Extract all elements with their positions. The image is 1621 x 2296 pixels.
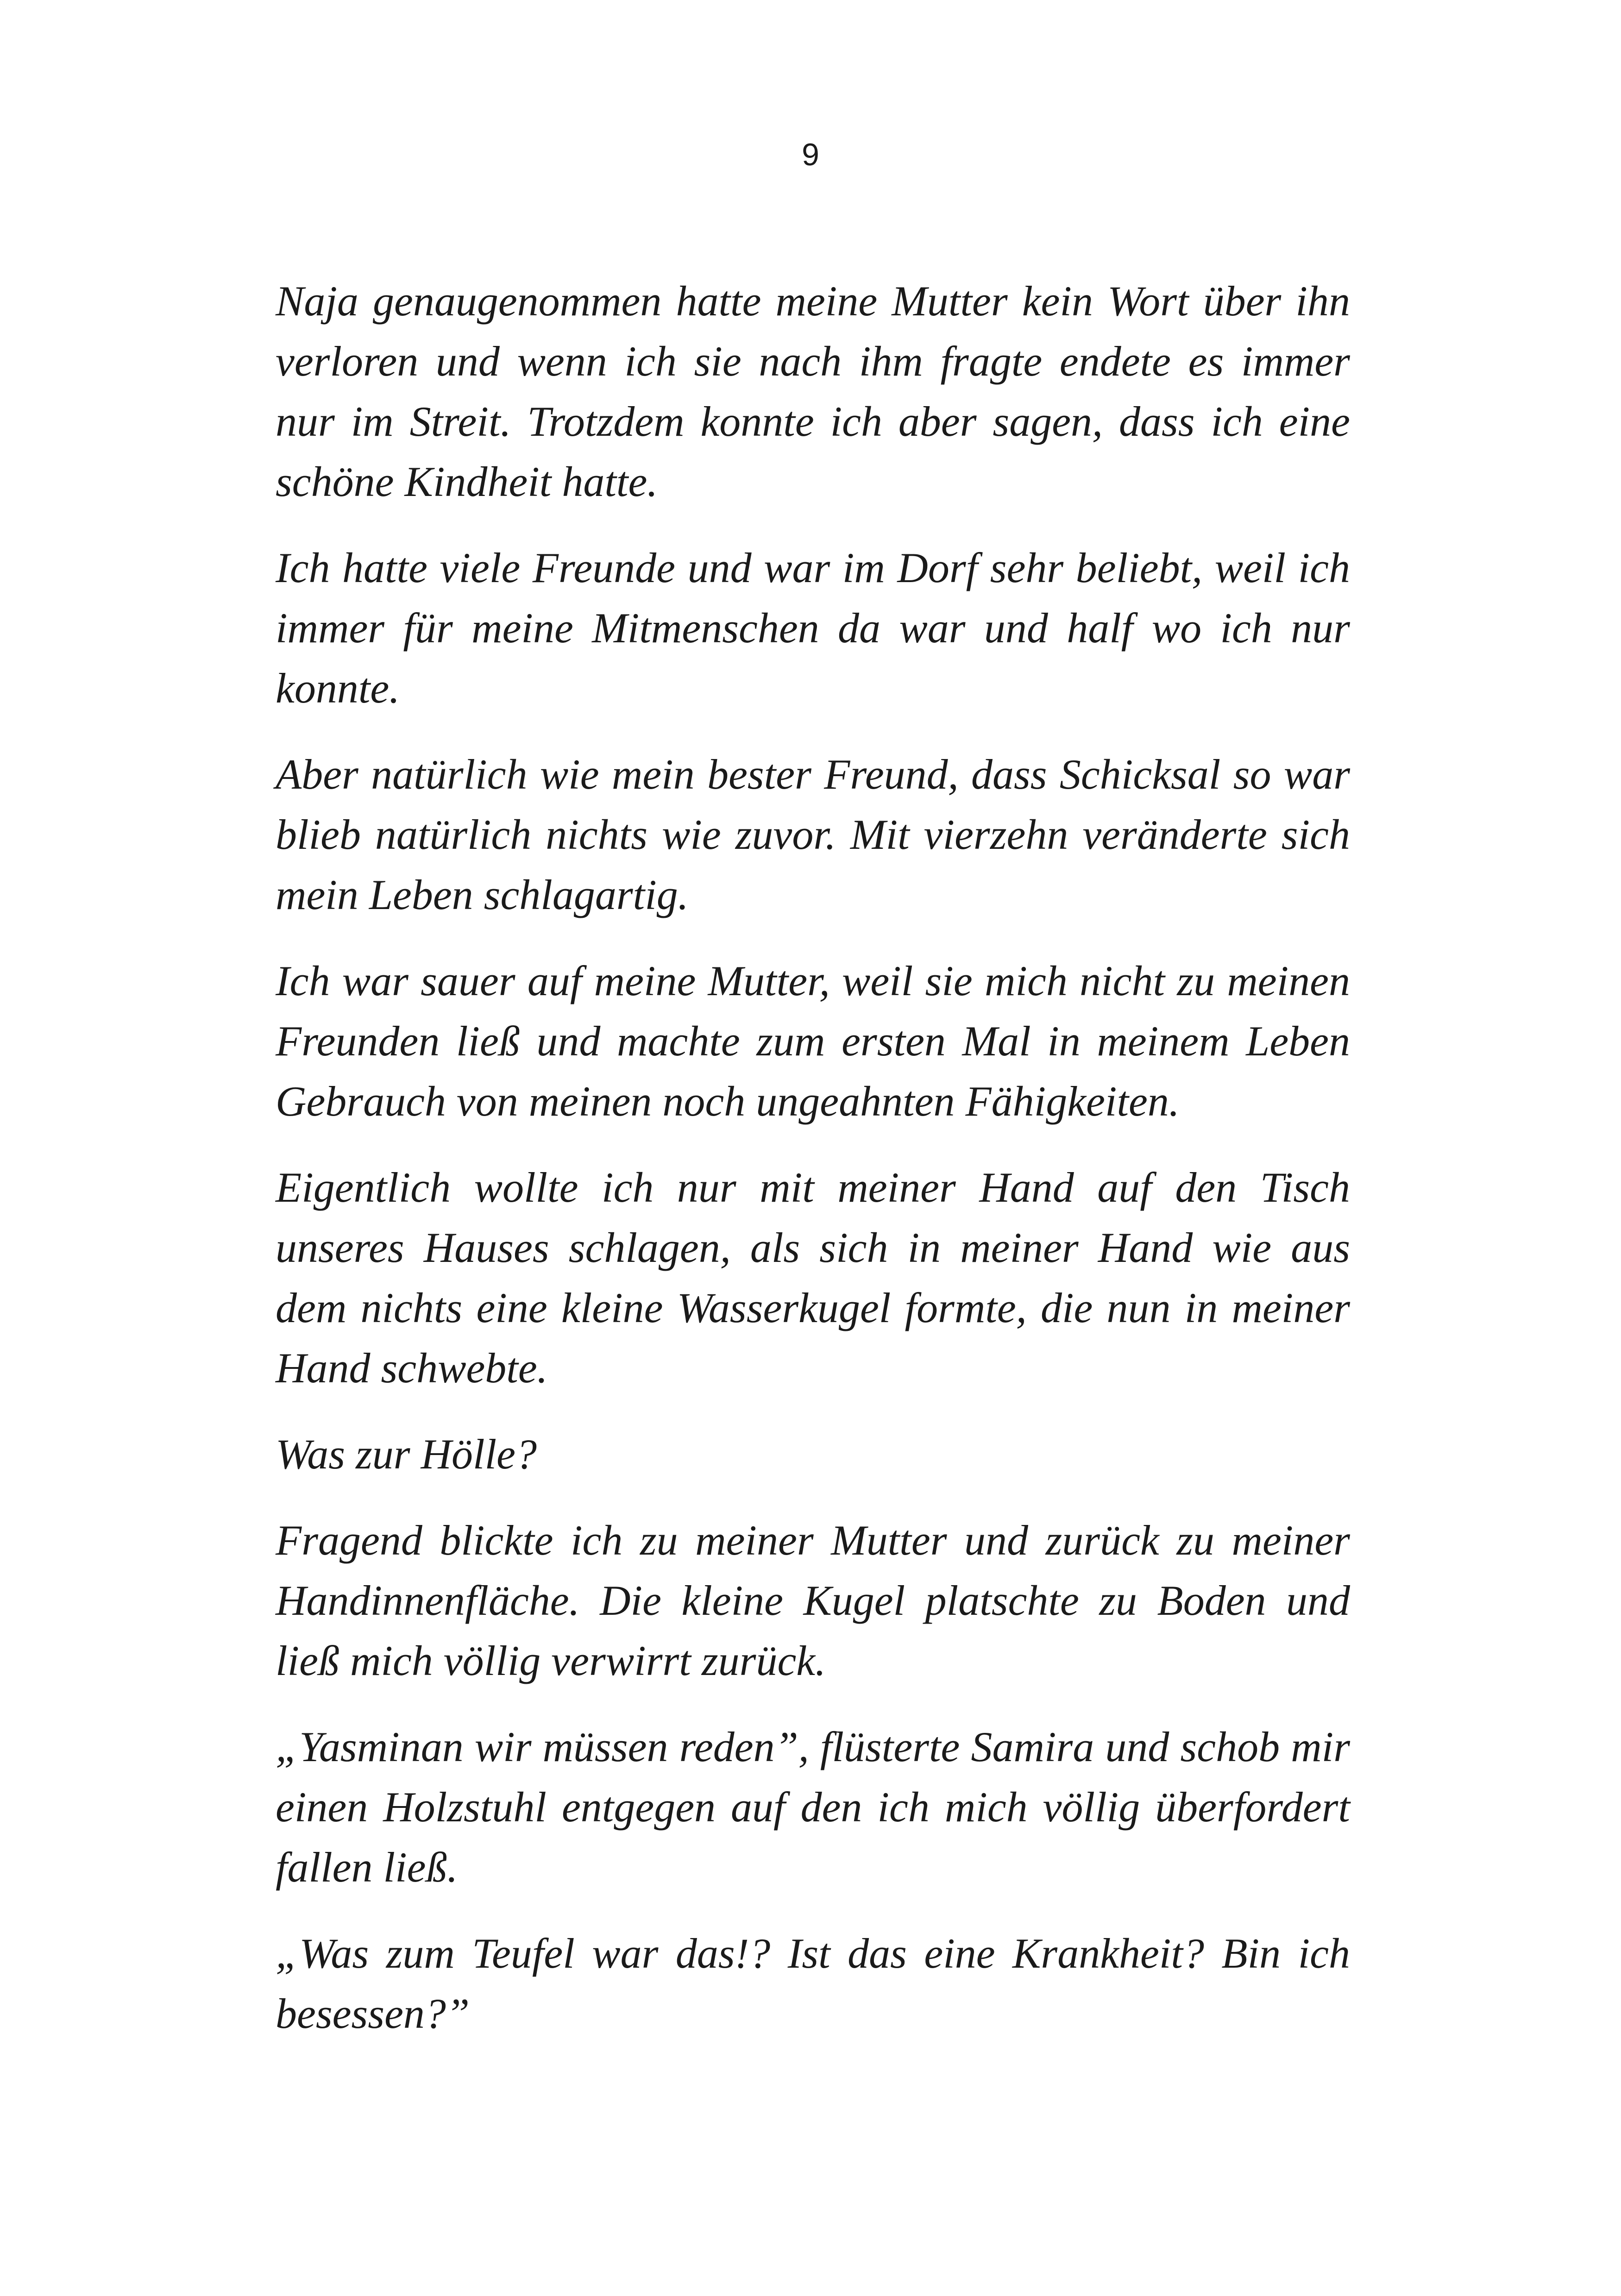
text-body: [276, 271, 1350, 2070]
paragraph: Naja genaugenommen hatte meine Mutter kein Wort über ihn verloren und wenn ich sie nach ihm fragte endete es immer nur im Streit. Trotzdem konnte ich aber sagen, dass ich eine schöne Kindheit hatte.: [276, 277, 1350, 505]
paragraph: Ich war sauer auf meine Mutter, weil sie mich nicht zu meinen Freunden ließ und machte zum ersten Mal in meinem Leben Gebrauch von meinen noch ungeahnten Fähigkeiten.: [276, 957, 1350, 1125]
paragraph: Aber natürlich wie mein bester Freund, dass Schicksal so war blieb natürlich nichts wie zuvor. Mit vierzehn veränderte sich mein Leben schlagartig.: [276, 751, 1350, 918]
paragraph: Eigentlich wollte ich nur mit meiner Hand auf den Tisch unseres Hauses schlagen, als sich in meiner Hand wie aus dem nichts eine kleine Wasserkugel formte, die nun in meiner Hand schwebte.: [276, 1164, 1350, 1392]
paragraph: Was zur Hölle?: [276, 1430, 537, 1478]
page-number: 9: [802, 137, 819, 172]
paragraph: Ich hatte viele Freunde und war im Dorf sehr beliebt, weil ich immer für meine Mitmenschen da war und half wo ich nur konnte.: [276, 544, 1350, 712]
paragraph: „Was zum Teufel war das!? Ist das eine Krankheit? Bin ich besessen?”: [276, 1930, 1350, 2037]
paragraph: „Yasminan wir müssen reden”, flüsterte Samira und schob mir einen Holzstuhl entgegen auf den ich mich völlig überfordert fallen ließ.: [276, 1723, 1350, 1891]
paragraph: Fragend blickte ich zu meiner Mutter und zurück zu meiner Handinnenfläche. Die kleine Kugel platschte zu Boden und ließ mich völlig verwirrt zurück.: [276, 1517, 1350, 1684]
